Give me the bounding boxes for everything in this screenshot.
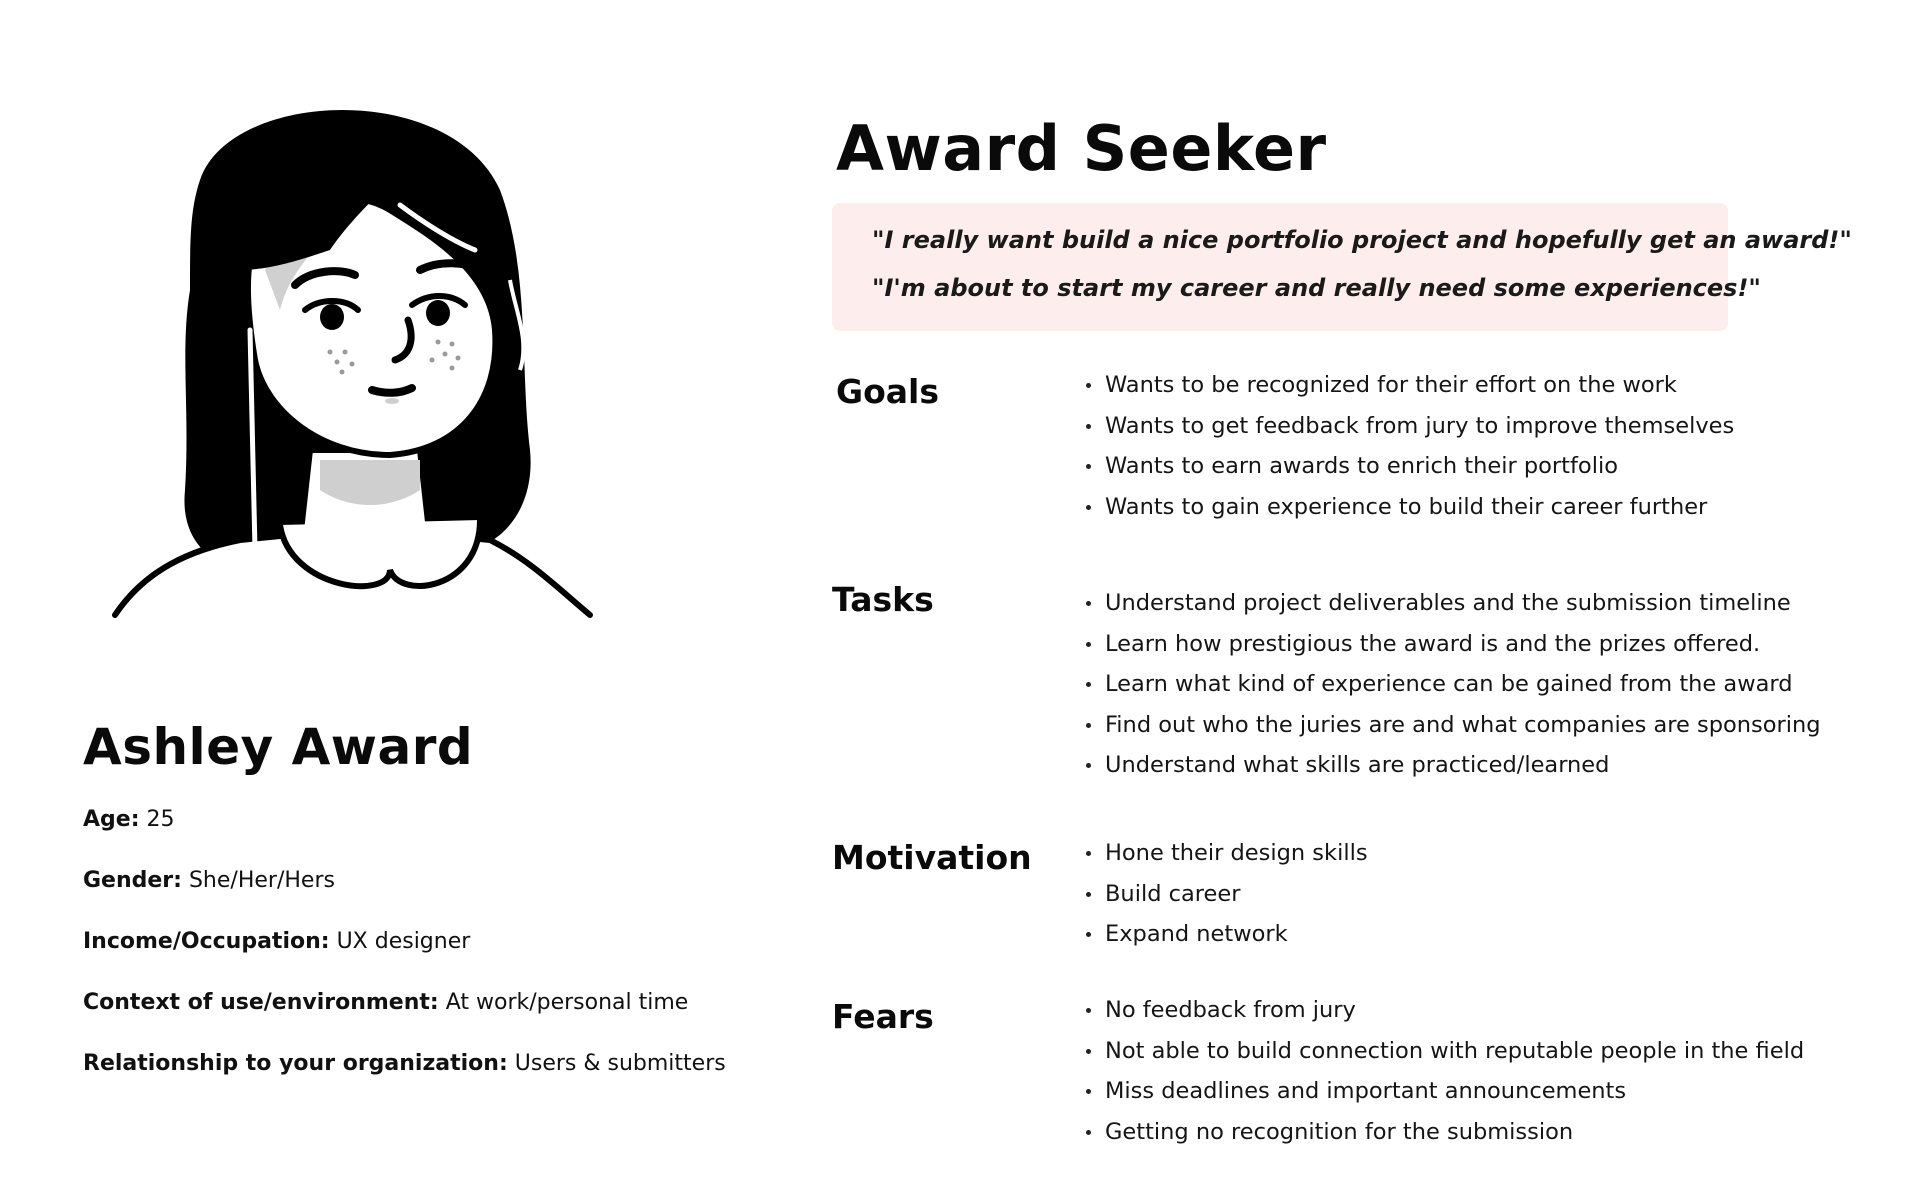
list-item: Learn what kind of experience can be gained from the award xyxy=(1083,664,1821,705)
list-item: Understand what skills are practiced/learned xyxy=(1083,745,1821,786)
goals-list xyxy=(1083,365,1734,527)
quote-box xyxy=(832,203,1852,331)
section-label-goals: Goals xyxy=(836,372,939,411)
persona-quote: "I'm about to start my career and really need some experiences!" xyxy=(872,274,1761,302)
detail-context xyxy=(83,988,723,1049)
persona-details xyxy=(83,805,726,1110)
detail-label: Gender: xyxy=(83,868,182,893)
detail-label: Age: xyxy=(83,807,140,832)
list-item: Wants to get feedback from jury to improve themselves xyxy=(1083,406,1734,447)
detail-label: Context of use/environment: xyxy=(83,990,439,1015)
section-label-tasks: Tasks xyxy=(832,580,934,619)
detail-value: UX designer xyxy=(336,929,471,954)
detail-value: At work/personal time xyxy=(445,990,689,1015)
motivation-list xyxy=(1083,833,1368,955)
section-label-motivation: Motivation xyxy=(832,838,1032,877)
list-item: Miss deadlines and important announcements xyxy=(1083,1071,1804,1112)
section-label-fears: Fears xyxy=(832,997,934,1036)
list-item: Build career xyxy=(1083,874,1368,915)
persona-avatar-icon xyxy=(90,70,630,630)
detail-gender xyxy=(83,866,723,927)
list-item: Getting no recognition for the submission xyxy=(1083,1112,1804,1153)
list-item: Understand project deliverables and the submission timeline xyxy=(1083,583,1821,624)
detail-relationship xyxy=(83,1049,726,1110)
persona-title: Award Seeker xyxy=(836,112,1327,185)
fears-list xyxy=(1083,990,1804,1152)
detail-value: Users & submitters xyxy=(514,1051,726,1076)
detail-value: 25 xyxy=(146,807,175,832)
detail-label: Income/Occupation: xyxy=(83,929,330,954)
list-item: Find out who the juries are and what companies are sponsoring xyxy=(1083,705,1821,746)
detail-occupation xyxy=(83,927,723,988)
persona-quote: "I really want build a nice portfolio project and hopefully get an award!" xyxy=(872,226,1852,254)
list-item: No feedback from jury xyxy=(1083,990,1804,1031)
list-item: Wants to gain experience to build their career further xyxy=(1083,487,1734,528)
detail-value: She/Her/Hers xyxy=(188,868,335,893)
list-item: Learn how prestigious the award is and the prizes offered. xyxy=(1083,624,1821,665)
list-item: Expand network xyxy=(1083,914,1368,955)
detail-age xyxy=(83,805,723,866)
list-item: Not able to build connection with reputable people in the field xyxy=(1083,1031,1804,1072)
list-item: Wants to earn awards to enrich their portfolio xyxy=(1083,446,1734,487)
list-item: Hone their design skills xyxy=(1083,833,1368,874)
list-item: Wants to be recognized for their effort on the work xyxy=(1083,365,1734,406)
detail-label: Relationship to your organization: xyxy=(83,1051,508,1076)
tasks-list xyxy=(1083,583,1821,786)
persona-name: Ashley Award xyxy=(83,718,474,776)
